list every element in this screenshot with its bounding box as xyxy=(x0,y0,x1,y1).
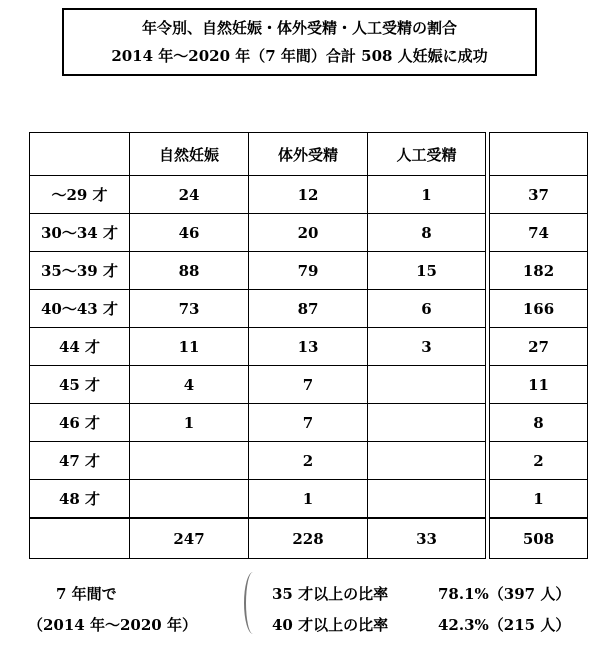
totals-ivf: 228 xyxy=(249,518,368,559)
natural-cell: 46 xyxy=(130,214,249,252)
natural-cell xyxy=(130,442,249,480)
header-ivf: 体外受精 xyxy=(249,133,368,176)
totals-ai: 33 xyxy=(368,518,486,559)
natural-cell: 24 xyxy=(130,176,249,214)
age-cell: 47 才 xyxy=(30,442,130,480)
total-cell: 74 xyxy=(490,214,588,252)
natural-cell: 11 xyxy=(130,328,249,366)
total-cell: 11 xyxy=(490,366,588,404)
ivf-cell: 2 xyxy=(249,442,368,480)
ivf-cell: 87 xyxy=(249,290,368,328)
ratio-35-value: 78.1%（397 人） xyxy=(438,585,571,603)
age-cell: 48 才 xyxy=(30,480,130,519)
natural-cell: 73 xyxy=(130,290,249,328)
total-cell: 27 xyxy=(490,328,588,366)
ai-cell xyxy=(368,366,486,404)
totals-total: 508 xyxy=(490,518,588,559)
header-ai: 人工受精 xyxy=(368,133,486,176)
title-box xyxy=(62,8,537,76)
header-total xyxy=(490,133,588,176)
table-row xyxy=(30,290,588,328)
ratio-40-value: 42.3%（215 人） xyxy=(438,616,571,634)
header-age xyxy=(30,133,130,176)
age-cell: ～29 才 xyxy=(30,176,130,214)
total-cell: 1 xyxy=(490,480,588,519)
header-natural: 自然妊娠 xyxy=(130,133,249,176)
title-line-1: 年令別、自然妊娠・体外受精・人工受精の割合 xyxy=(141,19,457,37)
totals-row xyxy=(30,518,588,559)
age-cell: 44 才 xyxy=(30,328,130,366)
table-row xyxy=(30,442,588,480)
table-row xyxy=(30,404,588,442)
ai-cell xyxy=(368,442,486,480)
ai-cell: 15 xyxy=(368,252,486,290)
ivf-cell: 12 xyxy=(249,176,368,214)
ivf-cell: 1 xyxy=(249,480,368,519)
bracket-decoration xyxy=(244,572,262,634)
ivf-cell: 13 xyxy=(249,328,368,366)
table-row xyxy=(30,252,588,290)
table-row xyxy=(30,480,588,519)
table-row xyxy=(30,366,588,404)
age-cell: 35～39 才 xyxy=(30,252,130,290)
natural-cell: 1 xyxy=(130,404,249,442)
title-line-2: 2014 年～2020 年（7 年間）合計 508 人妊娠に成功 xyxy=(111,47,488,65)
ai-cell: 6 xyxy=(368,290,486,328)
ratio-40-label: 40 才以上の比率 xyxy=(272,616,389,634)
total-cell: 182 xyxy=(490,252,588,290)
totals-age xyxy=(30,518,130,559)
ai-cell xyxy=(368,480,486,519)
ratio-35-label: 35 才以上の比率 xyxy=(272,585,389,603)
table-row xyxy=(30,328,588,366)
table-row xyxy=(30,176,588,214)
age-cell: 40～43 才 xyxy=(30,290,130,328)
total-cell: 166 xyxy=(490,290,588,328)
table-header-row xyxy=(30,133,588,176)
pregnancy-table xyxy=(29,132,588,559)
ivf-cell: 7 xyxy=(249,366,368,404)
ai-cell xyxy=(368,404,486,442)
period-range: （2014 年～2020 年） xyxy=(28,616,197,634)
natural-cell xyxy=(130,480,249,519)
ivf-cell: 7 xyxy=(249,404,368,442)
table-row xyxy=(30,214,588,252)
ivf-cell: 79 xyxy=(249,252,368,290)
total-cell: 37 xyxy=(490,176,588,214)
age-cell: 45 才 xyxy=(30,366,130,404)
age-cell: 30～34 才 xyxy=(30,214,130,252)
period-label: 7 年間で xyxy=(56,585,117,603)
ai-cell: 1 xyxy=(368,176,486,214)
total-cell: 2 xyxy=(490,442,588,480)
ai-cell: 8 xyxy=(368,214,486,252)
natural-cell: 4 xyxy=(130,366,249,404)
age-cell: 46 才 xyxy=(30,404,130,442)
ai-cell: 3 xyxy=(368,328,486,366)
ivf-cell: 20 xyxy=(249,214,368,252)
totals-natural: 247 xyxy=(130,518,249,559)
natural-cell: 88 xyxy=(130,252,249,290)
total-cell: 8 xyxy=(490,404,588,442)
